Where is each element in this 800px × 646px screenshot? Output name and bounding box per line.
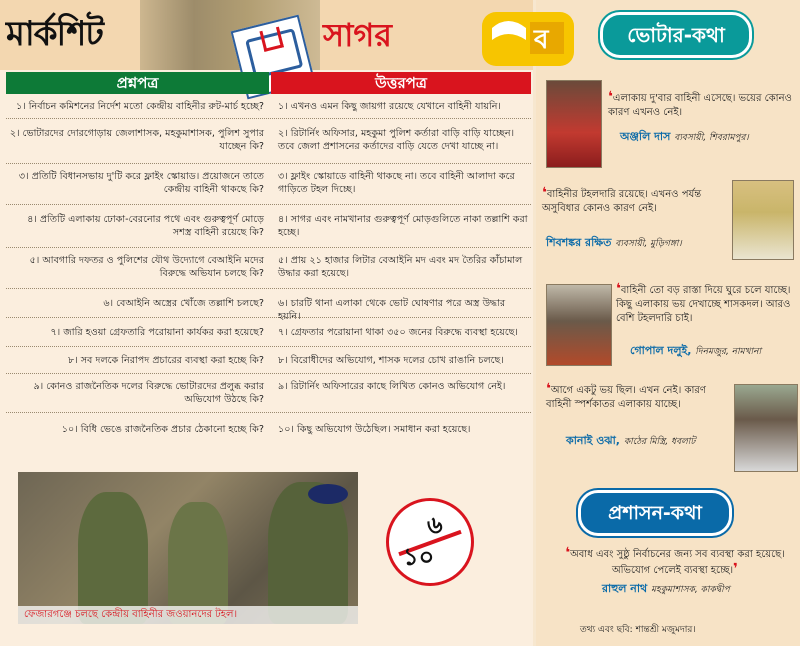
admin-section-title: প্রশাসন-কথা — [578, 490, 732, 536]
answer-text: ৪। সাগর এবং নামখানার গুরুত্বপূর্ণ মোড়গুলিতে নাকা তল্লাশি করা হচ্ছে। — [278, 214, 528, 238]
qa-row — [6, 119, 531, 164]
qa-row — [6, 205, 531, 248]
qa-row — [6, 289, 531, 322]
answer-text: ৩। ফ্লাইং স্কোয়াডে বাহিনী থাকছে না। তবে বাহিনী আলাদা করে গাড়িতে টহল দিচ্ছে। — [278, 171, 515, 195]
qa-row — [6, 413, 531, 439]
question-text: ৯। কোনও রাজনৈতিক দলের বিরুদ্ধে ভোটারদের প্রলুব্ধ করার অভিযোগ উঠছে কি? — [33, 381, 264, 405]
answer-text: ১০। কিছু অভিযোগ উঠেছিল। সমাধান করা হয়েছে। — [278, 424, 471, 435]
voter-photo — [546, 80, 602, 168]
answer-text: ৯। রিটার্নিং অফিসারের কাছে লিখিত কোনও অভিযোগ নেই। — [278, 381, 506, 392]
answer-text: ২। রিটার্নিং অফিসার, মহকুমা পুলিশ কর্তারা বাড়ি বাড়ি যাচ্ছেন। তবে জেলা প্রশাসনের কর্তাদের বাড়ি যেতে দেখা যাচ্ছে না। — [278, 128, 515, 152]
photo-caption: ফেজারগঞ্জে চলছে কেন্দ্রীয় বাহিনীর জওয়ানদের টহল। — [18, 606, 358, 624]
voter-quote: ❛বাহিনী তো বড় রাস্তা দিয়ে ঘুরে চলে যাচ্ছে। কিছু এলাকায় ভয় দেখাচ্ছে শাসকদল। আরও বেশি টহলদারি চাই। — [616, 281, 791, 324]
question-text: ৩। প্রতিটি বিধানসভায় দু'টি করে ফ্লাইং স্কোয়াড। প্রয়োজনে তাতে কেন্দ্রীয় বাহিনী থাকছে কি? — [18, 171, 264, 195]
score-badge — [386, 498, 474, 586]
voter-quote: ❛এলাকায় দু'বার বাহিনী এসেছে। ভয়ের কোনও কারণ এখনও নেই। — [608, 89, 792, 118]
admin-quote: ❛অবাধ এবং সুষ্ঠু নির্বাচনের জন্য সব ব্যবস্থা করা হয়েছে। অভিযোগ পেলেই ব্যবস্থা হচ্ছে।❜ — [565, 545, 785, 577]
credit-line: তথ্য এবং ছবি: শান্তশ্রী মজুমদার। — [580, 625, 696, 635]
qa-row — [6, 248, 531, 289]
question-text: ৫। আবগারি দফতর ও পুলিশের যৌথ উদ্যোগে বেআইনি মদের বিরুদ্ধে অভিযান চলছে কি? — [29, 255, 264, 279]
qa-row — [6, 96, 531, 119]
qa-row — [6, 347, 531, 374]
question-text: ৭। জারি হওয়া গ্রেফতারি পরোয়ানা কার্যকর করা হয়েছে? — [50, 327, 264, 338]
voter-photo — [734, 384, 798, 472]
question-text: ৪। প্রতিটি এলাকায় ঢোকা-বেরনোর পথে এবং গুরুত্বপূর্ণ মোড়ে সশস্ত্র বাহিনী রয়েছে কি? — [27, 214, 264, 238]
voter-name: গোপাল দলুই, দিনমজুর, নামখানা — [630, 344, 762, 357]
score-denominator: ১০ — [403, 543, 435, 571]
patrol-photo — [18, 472, 358, 624]
voter-section-title: ভোটার-কথা — [600, 12, 752, 58]
qa-row — [6, 318, 531, 347]
qa-list — [6, 96, 531, 439]
question-text: ৬। বেআইনি অস্ত্রের খোঁজে তল্লাশি চলছে? — [103, 298, 264, 309]
voter-photo — [546, 284, 612, 366]
question-text: ৮। সব দলকে নিরাপদ প্রচারের ব্যবস্থা করা হচ্ছে কি? — [68, 355, 264, 366]
admin-name: রাহুল নাথ মহকুমাশাসক, কাকদ্বীপ — [602, 582, 730, 595]
answer-text: ৮। বিরোধীদের অভিযোগ, শাসক দলের চোখ রাঙানি চলছে। — [278, 355, 504, 366]
page-title: মার্কশিট — [6, 14, 103, 54]
answer-text: ৬। চারটি থানা এলাকা থেকে ভোট ঘোষণার পরে অস্ত্র উদ্ধার হয়নি। — [278, 298, 506, 322]
tab-answer-paper: উত্তরপত্র — [271, 72, 531, 94]
newspaper-logo — [478, 6, 578, 72]
score-numerator: ৬ — [427, 511, 443, 539]
question-text: ১। নির্বাচন কমিশনের নির্দেশ মতো কেন্দ্রীয় বাহিনীর রুট-মার্চ হচ্ছে? — [16, 101, 264, 112]
tab-question-paper: প্রশ্নপত্র — [6, 72, 269, 94]
answer-text: ৭। গ্রেফতার পরোয়ানা থাকা ৩৫০ জনের বিরুদ্ধে ব্যবস্থা হয়েছে। — [278, 327, 518, 338]
svg-text:ব: ব — [534, 25, 549, 55]
voter-quote: ❛আগে একটু ভয় ছিল। এখন নেই। কারণ বাহিনী স্পর্শকাতর এলাকায় যাচ্ছে। — [546, 381, 706, 410]
voter-quote: ❛বাহিনীর টহলদারি রয়েছে। এখনও পর্যন্ত অসুবিধার কোনও কারণ নেই। — [542, 185, 702, 214]
voter-photo — [732, 180, 794, 260]
question-text: ২। ভোটারদের দোরগোড়ায় জেলাশাসক, মহকুমাশাসক, পুলিশ সুপার যাচ্ছেন কি? — [9, 128, 264, 152]
qa-row — [6, 164, 531, 205]
answer-text: ৫। প্রায় ২১ হাজার লিটার বেআইনি মদ এবং মদ তৈরির কাঁচামাল উদ্ধার করা হয়েছে। — [278, 255, 523, 279]
voter-name: অঞ্জলি দাস ব্যবসায়ী, শিবরামপুর। — [620, 130, 749, 143]
answer-text: ১। এখনও এমন কিছু জায়গা রয়েছে যেখানে বাহিনী যায়নি। — [278, 101, 501, 112]
city-title: সাগর — [323, 16, 392, 54]
voter-name: শিবশঙ্কর রক্ষিত ব্যবসায়ী, মুড়িগঙ্গা। — [546, 236, 682, 249]
voter-name: কানাই ওঝা, কাঠের মিস্ত্রি, ধবলাট — [566, 434, 696, 447]
qa-row — [6, 374, 531, 413]
question-text: ১০। বিধি ভেঙে রাজনৈতিক প্রচার ঠেকানো হচ্ছে কি? — [61, 424, 264, 435]
